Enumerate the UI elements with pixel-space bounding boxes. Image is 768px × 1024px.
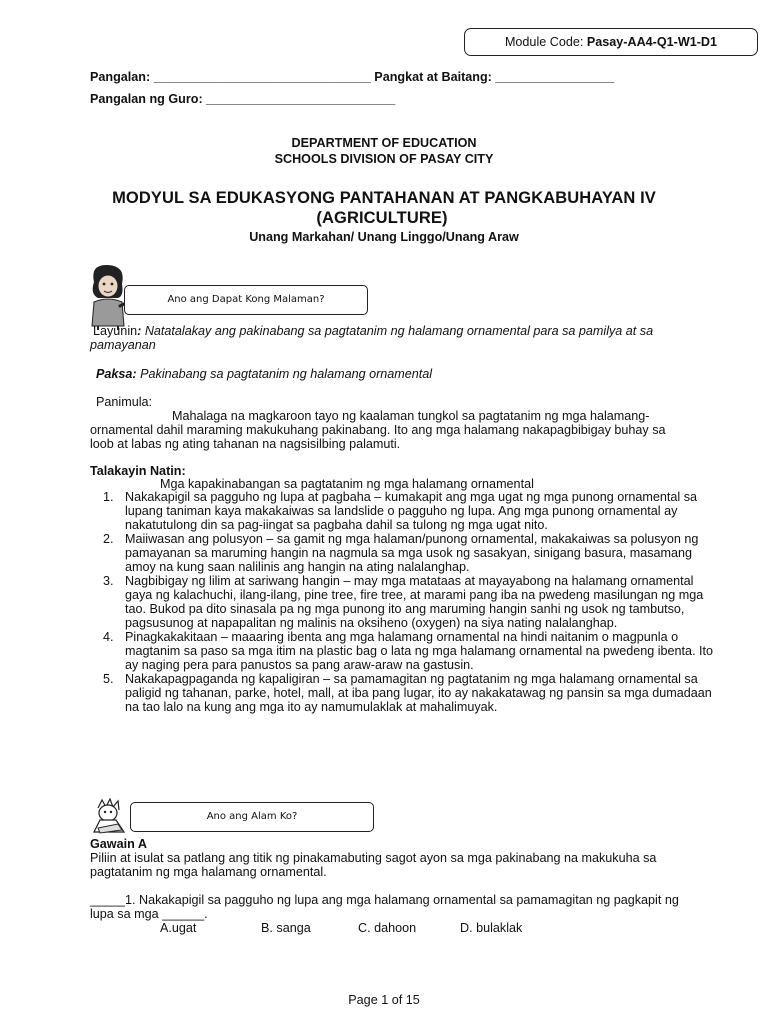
list-item: 1. Nakakapigil sa pagguho ng lupa at pagbaha – kumakapit ang mga ugat ng mga punong ornamental sa lupang taniman kaya makakaiwas sa landslide o pagguho ng lupa. Ang mga punong ornamental ay nakatutulong din sa pag-iingat sa pagbaha dahil sa tulong ng mga ugat nito.: [117, 490, 717, 532]
question-1: _____1. Nakakapigil sa pagguho ng lupa ang mga halamang ornamental sa pamamagitan ng pagkapit ng lupa sa mga ______.: [90, 893, 679, 921]
choice-b: B. sanga: [261, 921, 311, 935]
benefits-list: [90, 490, 717, 714]
module-code-box: [464, 28, 758, 56]
list-item: 2. Maiiwasan ang polusyon – sa gamit ng mga halaman/punong ornamental, makakaiwas sa polusyon ng pamayanan sa maruming hangin na nagmula sa mga usok ng sasakyan, sinigang basura, masamang amoy na kung saan nalilinis ang hangin na ating nalalanghap.: [117, 532, 717, 574]
choice-d: D. bulaklak: [460, 921, 523, 935]
teacher-name-line: Pangalan ng Guro: ___________________________: [90, 92, 396, 106]
list-item: 4. Pinagkakakitaan – maaaring ibenta ang mga halamang ornamental na hindi naitanim o magpunla o magtanim sa paso sa mga itim na plastic bag o lata ng mga halamang ornamental na pwedeng ibenta. Ito ay naging pera para panustos sa pang araw-araw na gastusin.: [117, 630, 717, 672]
layunin-label: Layunin: [93, 324, 138, 338]
paksa-label: Paksa:: [96, 367, 137, 381]
page-number: Page 1 of 15: [348, 993, 420, 1007]
panimula-text: Mahalaga na magkaroon tayo ng kaalaman tungkol sa pagtatanim ng mga halamang-ornamental dahil maraming makukuhang pakinabang. Ito ang mga halamang nakapagbibigay buhay sa loob at labas ng ating tahanan na nagsisilbing palamuti.: [90, 409, 666, 451]
talakayin-heading: Talakayin Natin:: [90, 464, 186, 478]
layunin-colon: :: [137, 324, 142, 338]
talakayin-intro: Mga kapakinabangan sa pagtatanim ng mga halamang ornamental: [160, 477, 534, 491]
department-name: DEPARTMENT OF EDUCATION: [291, 136, 477, 150]
module-code-value: Pasay-AA4-Q1-W1-D1: [586, 35, 718, 49]
student-name-line: Pangalan: _______________________________ Pangkat at Baitang: _________________: [90, 70, 615, 84]
choice-a: A.ugat: [160, 921, 197, 935]
layunin-text: Natatalakay ang pakinabang sa pagtatanim ng halamang ornamental para sa pamilya at sa pamayanan: [90, 324, 654, 352]
module-code-label: Module Code:: [504, 35, 587, 49]
module-title-line2: (AGRICULTURE): [316, 209, 448, 227]
student-reading-illustration: [88, 798, 130, 834]
gawain-heading: Gawain A: [90, 837, 147, 851]
gawain-instructions: Piliin at isulat sa patlang ang titik ng pinakamabuting sagot ayon sa mga pakinabang na makukuha sa pagtatanim ng mga halamang ornamental.: [90, 851, 657, 879]
paksa-text: Pakinabang sa pagtatanim ng halamang ornamental: [136, 367, 433, 381]
list-item: 3. Nagbibigay ng lilim at sariwang hangin – may mga matataas at mayayabong na halamang ornamental gaya ng kalachuchi, ilang-ilang, pine tree, fire tree, at marami pang iba na pwedeng masilungan ng mga tao. Bukod pa dito sinasala pa ng mga punong ito ang maruming hangin sanhi ng usok ng tambutso, pagsusunog at napapalitan ng malinis na oksiheno (oxygen) na siya nating nalalanghap.: [117, 574, 717, 630]
layunin-paragraph: [90, 324, 690, 352]
list-item: 5. Nakakapagpaganda ng kapaligiran – sa pamamagitan ng pagtatanim ng mga halamang ornamental sa paligid ng tahanan, parke, hotel, mall, at iba pang lugar, ito ay nakakatawag ng pansin sa mga dumadaan na tao lalo na kung ang mga ito ay namumulaklak at mahalimuyak.: [117, 672, 717, 714]
panimula-label: Panimula:: [96, 395, 153, 409]
paksa-paragraph: [96, 367, 696, 381]
module-title: MODYUL SA EDUKASYONG PANTAHANAN AT PANGKABUHAYAN IV: [112, 189, 656, 207]
section-heading-alam-ko: Ano ang Alam Ko?: [130, 802, 374, 832]
choice-c: C. dahoon: [358, 921, 417, 935]
module-subtitle: Unang Markahan/ Unang Linggo/Unang Araw: [249, 230, 519, 244]
section-heading-dapat-malaman: Ano ang Dapat Kong Malaman?: [124, 285, 368, 315]
division-name: SCHOOLS DIVISION OF PASAY CITY: [274, 152, 494, 166]
